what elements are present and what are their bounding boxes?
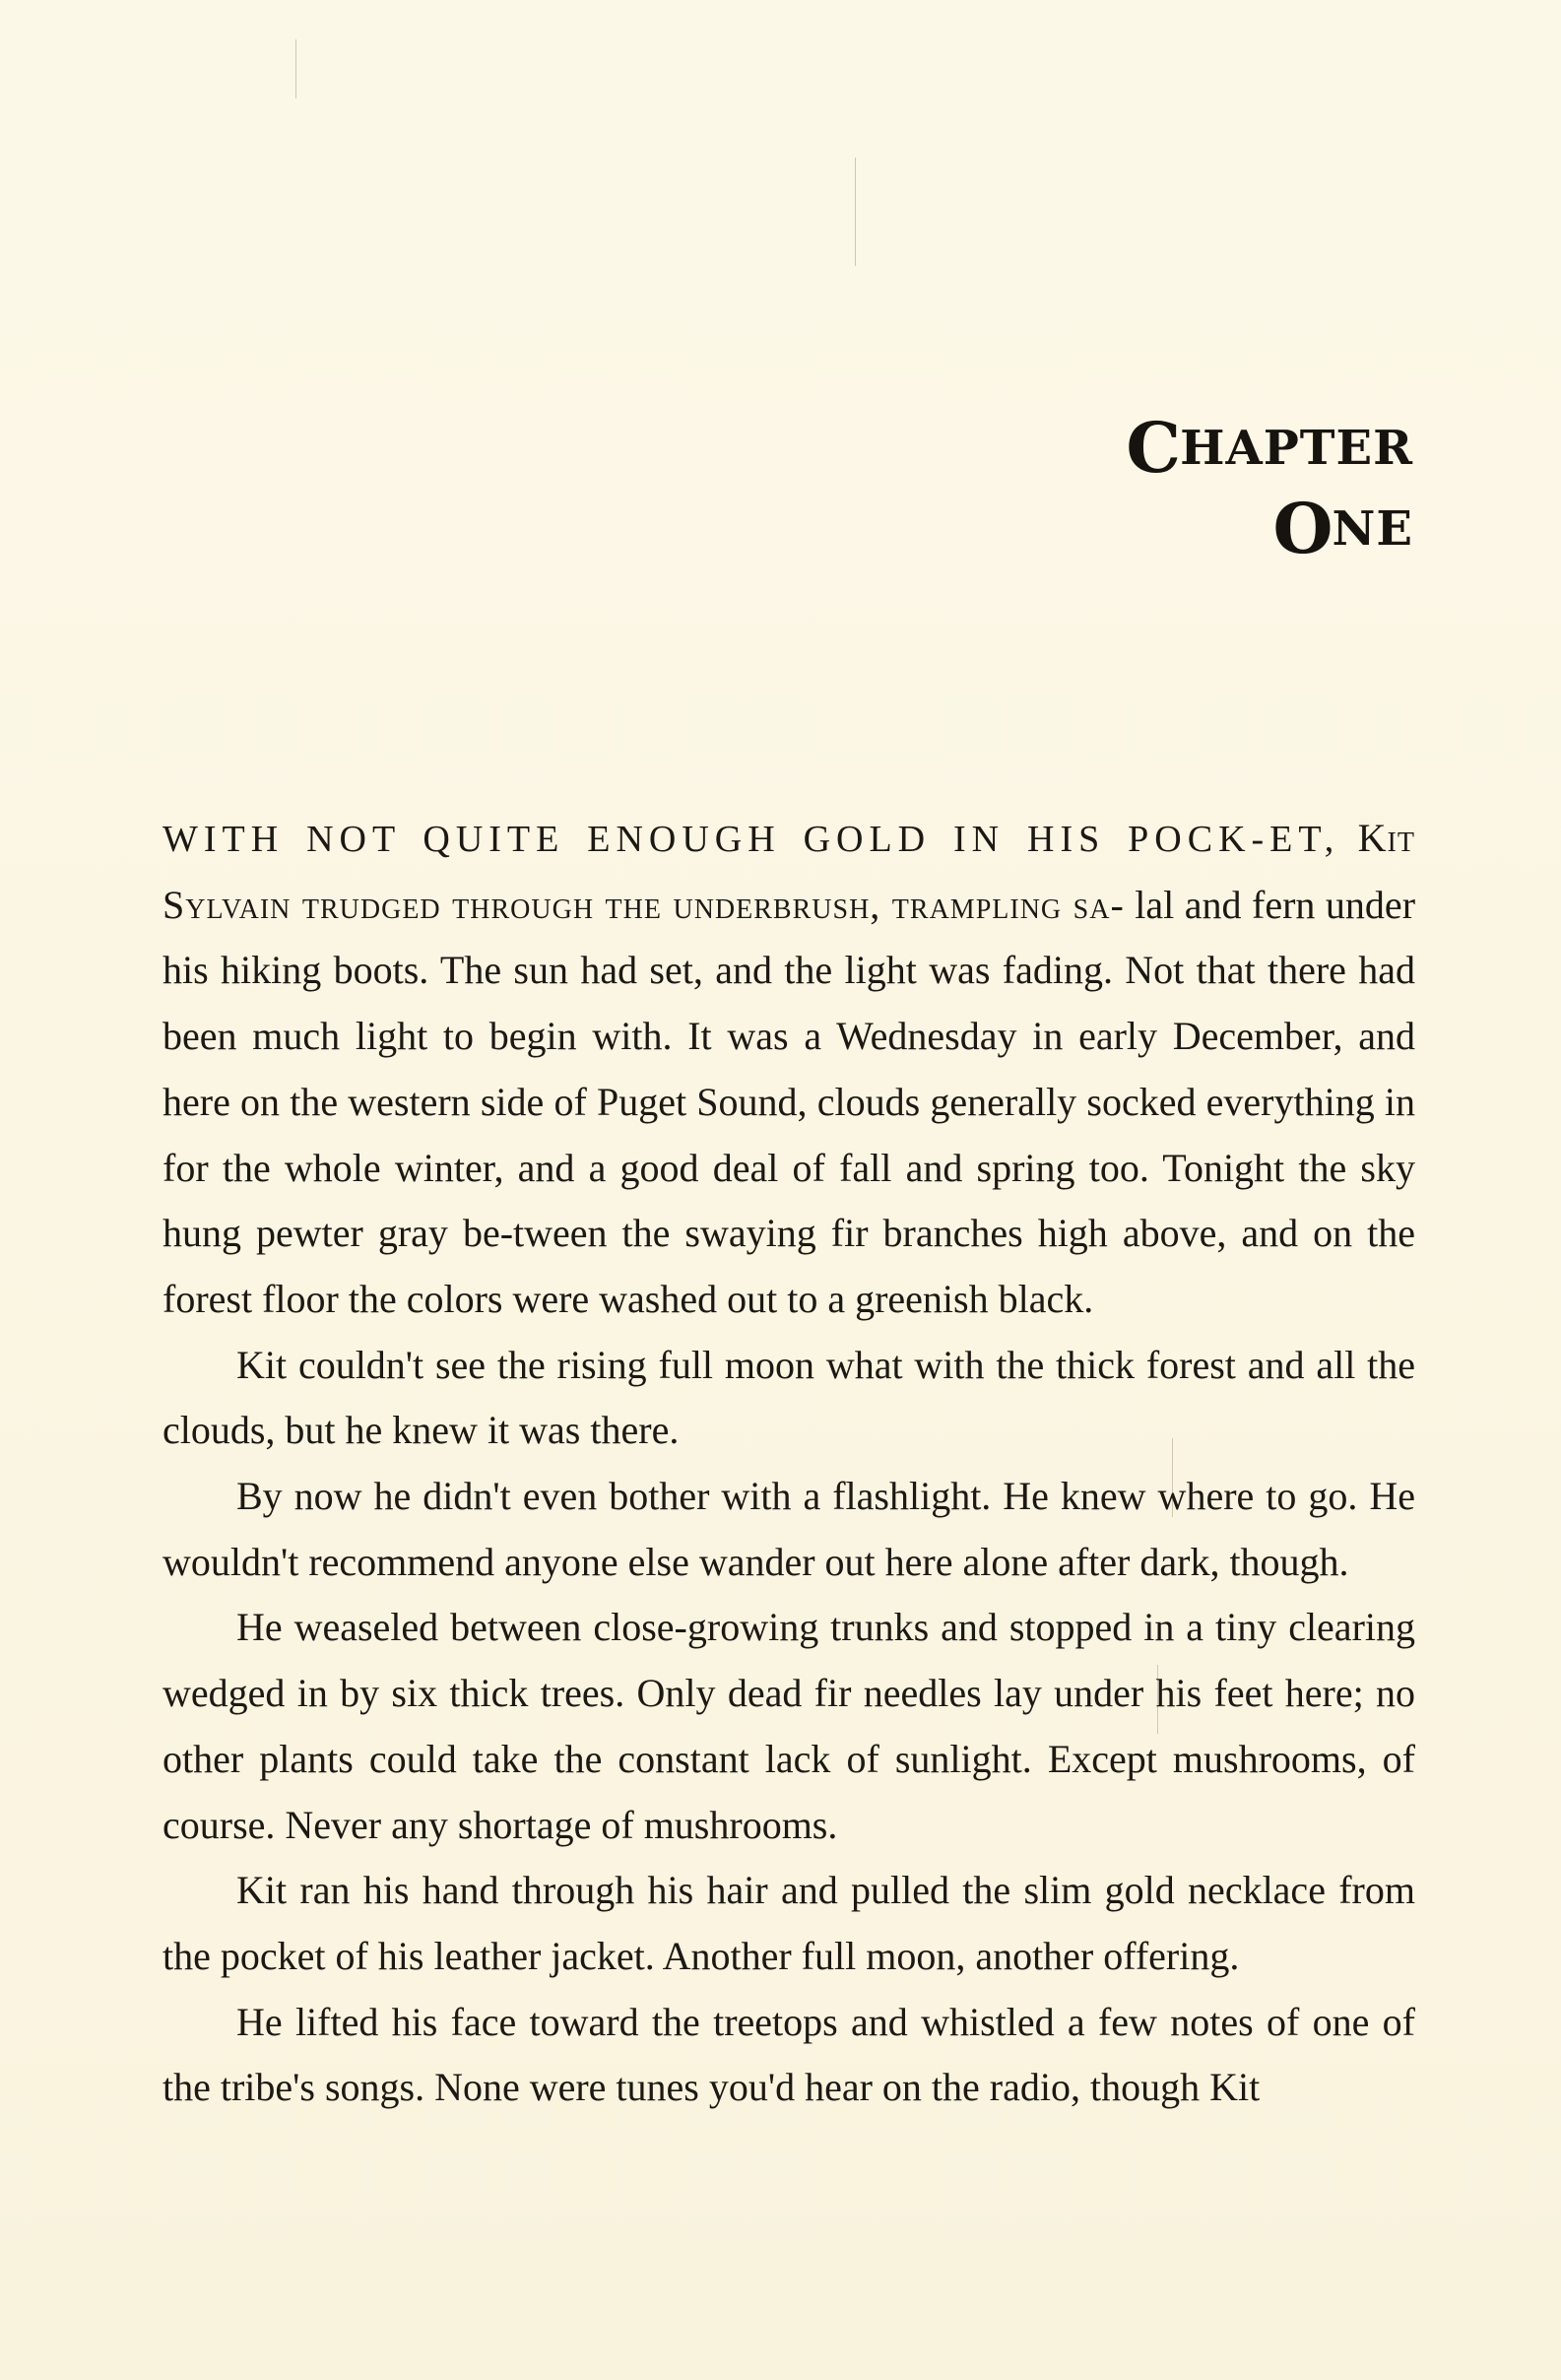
scan-mark bbox=[855, 158, 856, 266]
chapter-heading bbox=[1126, 407, 1413, 569]
chapter-initial-o: O bbox=[1272, 488, 1334, 569]
paragraph-5: Kit ran his hand through his hair and pulled the slim gold necklace from the pocket of his leather jacket. Another full moon, another offering. bbox=[163, 1868, 1415, 1978]
paragraph-1-text: lal and fern under his hiking boots. The sun had set, and the light was fading. Not that there had been much light to begin with. It was a Wednesday in early December, and here on the western side of Puget Sound, clouds generally socked everything in for the whole winter, and a good deal of fall and spring too. Tonight the sky hung pewter gray be-tween the swaying fir branches high above, and on the forest floor the colors were washed out to a greenish black. bbox=[163, 882, 1416, 1321]
opening-caps: WITH NOT QUITE ENOUGH GOLD IN HIS POCK-ET, bbox=[163, 819, 1340, 860]
paragraph-2: Kit couldn't see the rising full moon what with the thick forest and all the clouds, but he knew it was there. bbox=[163, 1342, 1415, 1453]
chapter-word-hapter: HAPTER bbox=[1180, 421, 1413, 476]
paragraph-6: He lifted his face toward the treetops and whistled a few notes of one of the tribe's songs. None were tunes you'd hear on the radio, though Kit bbox=[163, 1999, 1415, 2110]
scan-mark bbox=[295, 39, 296, 99]
chapter-title-line-2 bbox=[1126, 488, 1413, 569]
paragraph-3: By now he didn't even bother with a flashlight. He knew where to go. He wouldn't recommend anyone else wander out here alone after dark, though. bbox=[163, 1474, 1415, 1584]
paragraph-4: He weaseled between close-growing trunks and stopped in a tiny clearing wedged in by six thick trees. Only dead fir needles lay under his feet here; no other plants could take the constant lack of sunlight. Except mushrooms, of course. Never any shortage of mushrooms. bbox=[163, 1605, 1415, 1847]
opening-small-caps: Kit Sylvain trudged through the underbrush, trampling sa- bbox=[163, 816, 1415, 927]
chapter-title-line-1 bbox=[1126, 407, 1413, 489]
paragraph-1 bbox=[163, 806, 1415, 1333]
chapter-body-text bbox=[163, 806, 1415, 2121]
chapter-word-ne: NE bbox=[1332, 501, 1413, 557]
chapter-initial-c: C bbox=[1126, 407, 1183, 489]
